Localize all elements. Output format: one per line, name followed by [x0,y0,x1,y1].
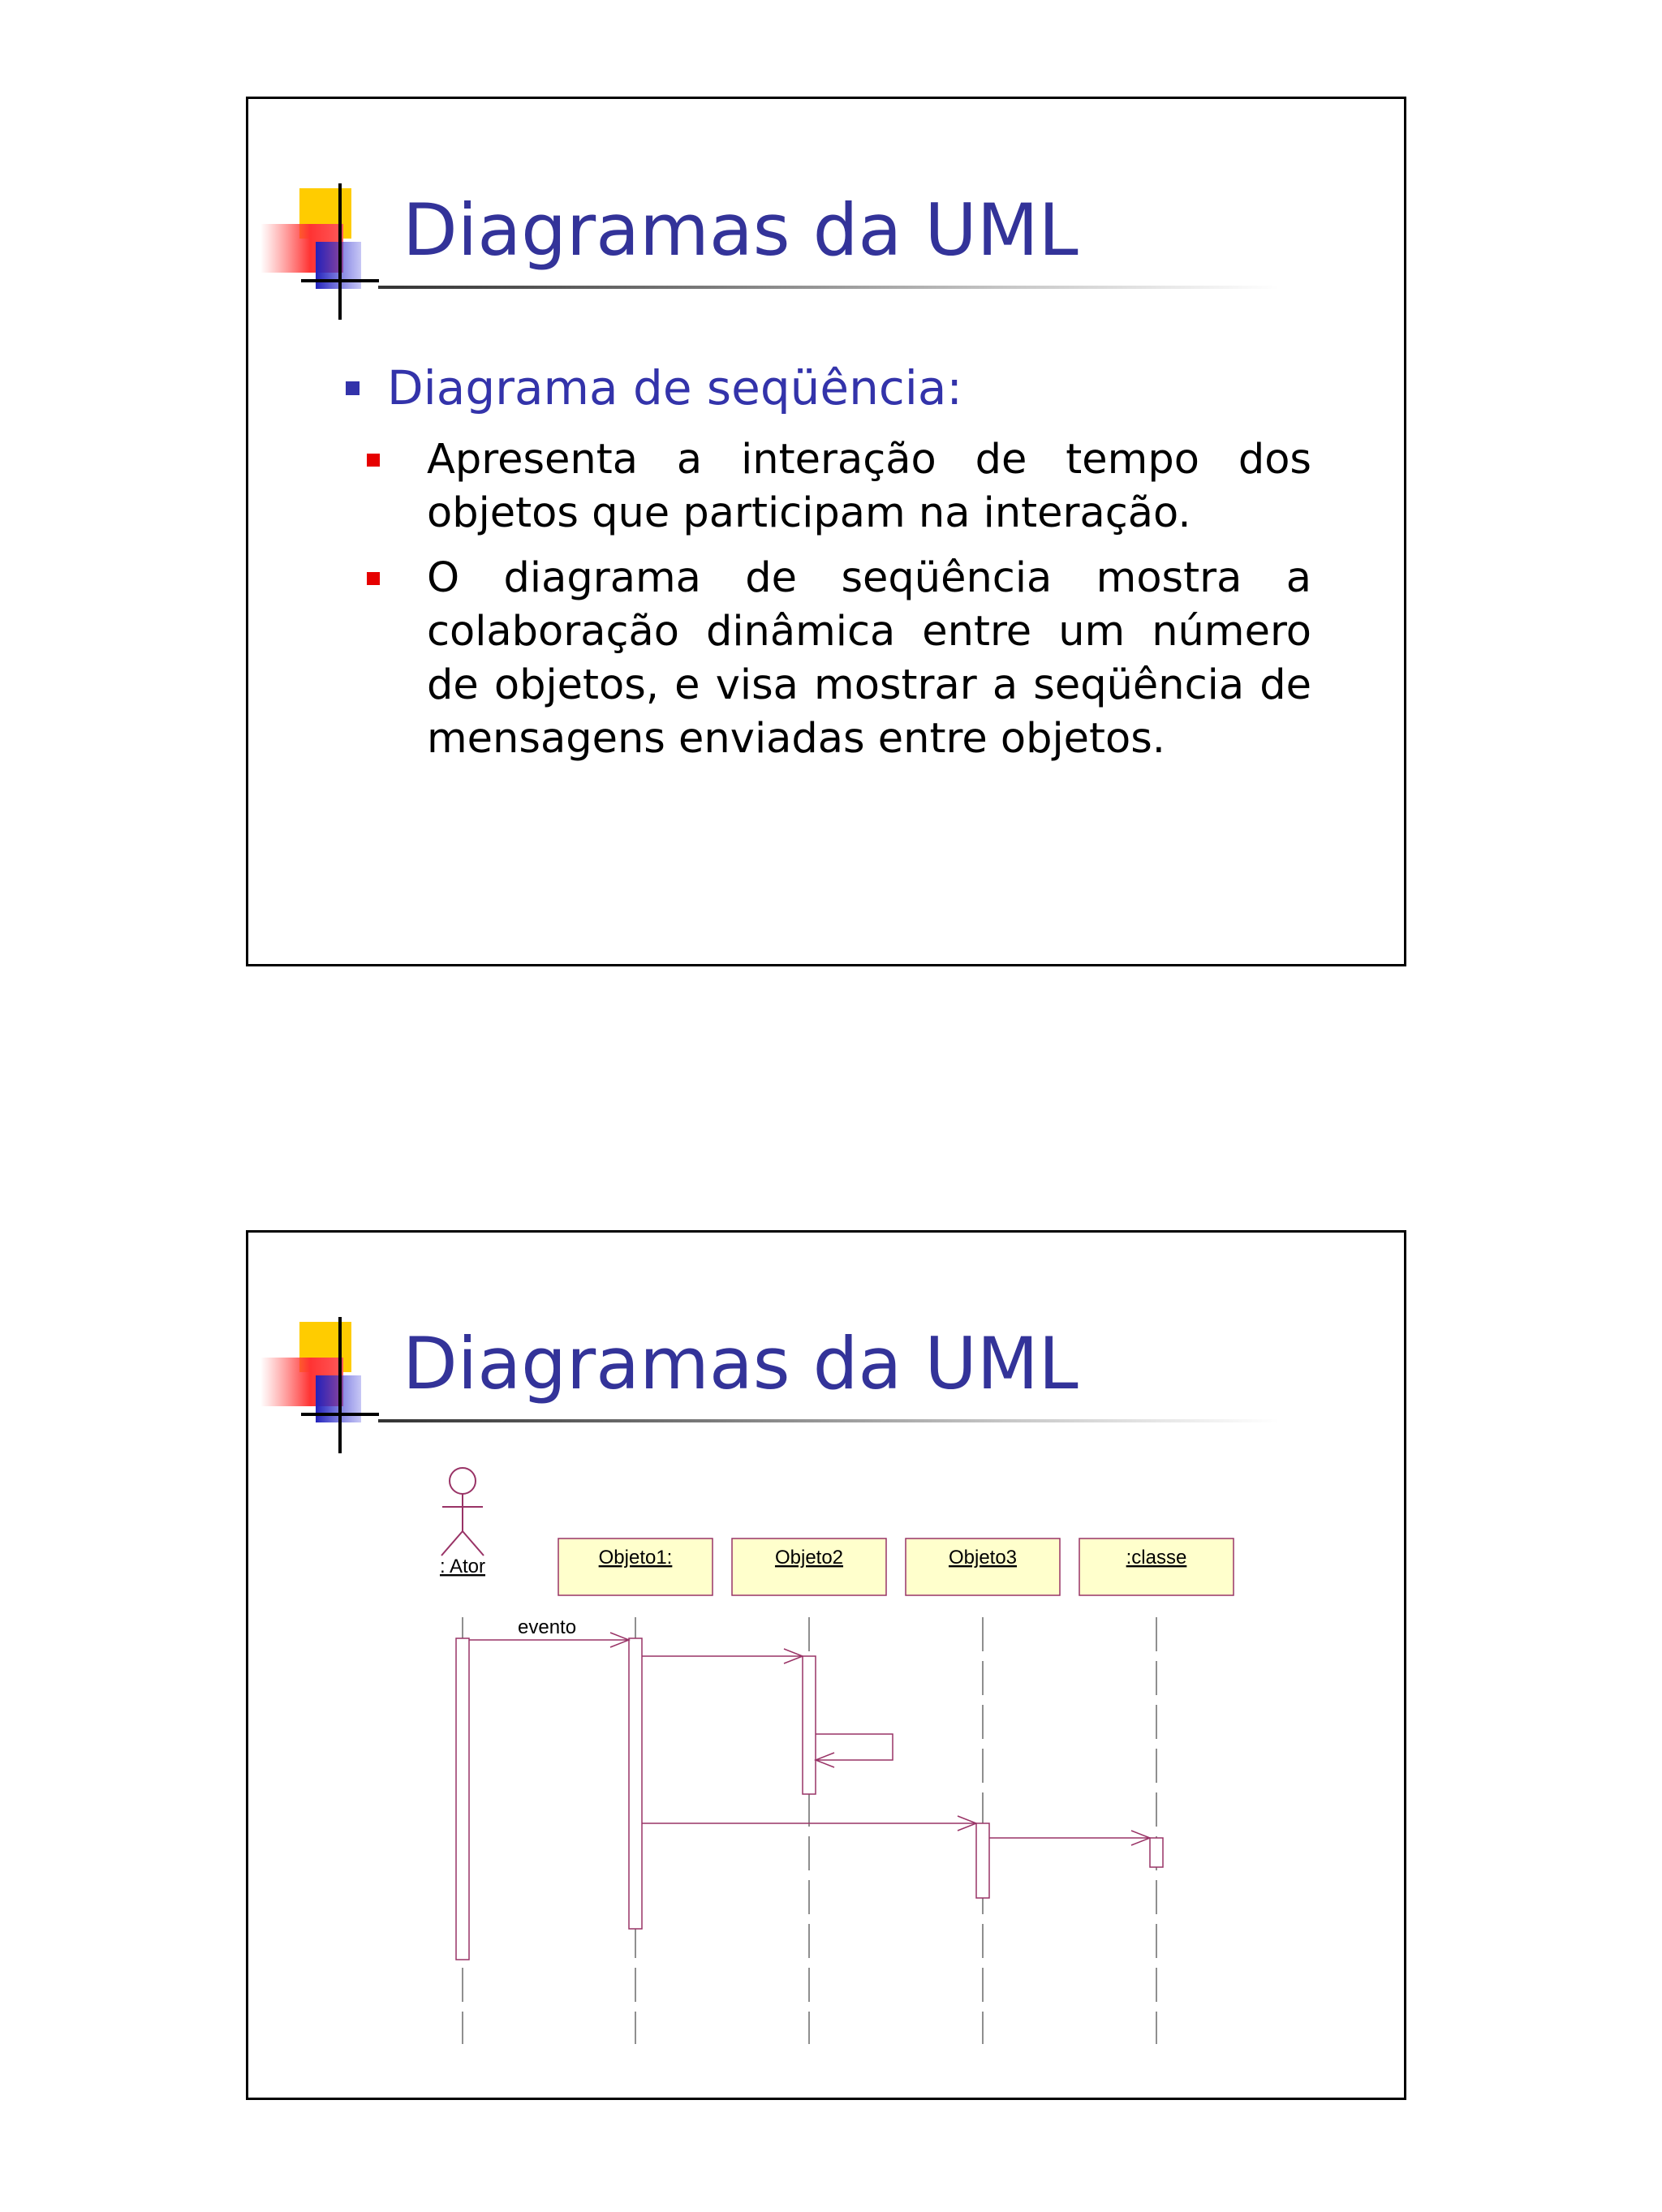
slide-2 [246,1230,1406,2100]
object-box-3 [906,1539,1060,1595]
square-bullet-icon [346,381,360,395]
activation-actor [456,1638,469,1960]
self-message-arrow [816,1734,893,1767]
message-arrow-2 [642,1649,803,1663]
actor-figure-icon [441,1468,484,1556]
slide-title: Diagramas da UML [403,188,1079,272]
square-bullet-icon [367,454,380,467]
title-divider [378,286,1279,289]
slide-title: Diagramas da UML [403,1322,1079,1405]
bullet-heading [346,360,1238,417]
activation-3 [976,1823,989,1898]
message-arrow-4 [989,1831,1150,1845]
sub-bullet-1-text: Apresenta a interação de tempo dos objetos que participam na interação. [427,436,1311,537]
object-label-3: Objeto3 [948,1547,1018,1569]
actor-label: : Ator [439,1556,486,1577]
message-label-evento: evento [518,1616,577,1638]
activation-2 [803,1656,816,1794]
sub-bullet-1 [403,433,1311,540]
slide-logo-icon [260,183,407,321]
sub-bullet-2 [403,552,1311,766]
activation-4 [1150,1838,1163,1867]
activation-1 [629,1638,642,1929]
object-label-1: Objeto1: [598,1547,673,1569]
object-label-2: Objeto2 [774,1547,844,1569]
object-box-4 [1079,1539,1234,1595]
object-box-1 [558,1539,713,1595]
bullet-heading-text: Diagrama de seqüência: [387,360,962,415]
sequence-diagram [248,1233,1404,2098]
square-bullet-icon [367,572,380,585]
sub-bullet-2-text: O diagrama de seqüência mostra a colaboração dinâmica entre um número de objetos, e visa mostrar a seqüência de mensagens enviadas entre objetos. [427,554,1311,763]
object-box-2 [732,1539,886,1595]
slide-1 [246,97,1406,966]
object-label-4: :classe [1126,1547,1187,1569]
